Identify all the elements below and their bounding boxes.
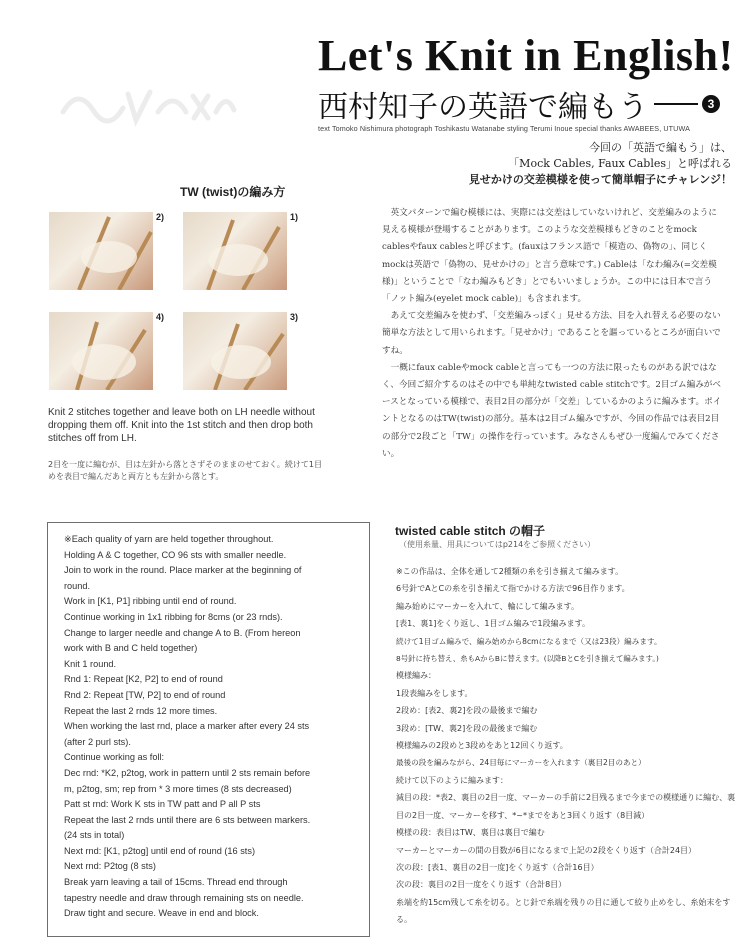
pattern-title: twisted cable stitch の帽子 bbox=[395, 524, 546, 538]
japanese-pattern-text bbox=[396, 563, 736, 929]
photo-label: 2) bbox=[156, 212, 165, 222]
title-dash-divider bbox=[654, 103, 698, 105]
pattern-line: (24 sts in total) bbox=[64, 830, 125, 841]
credits-line: text Tomoko Nishimura photograph Toshikastu Watanabe styling Terumi Inoue special thanks AWABEES, UTUWA bbox=[318, 124, 690, 133]
pattern-jp-line: [表1、裏1]をくり返し、1目ゴム編みで1段編みます。 bbox=[396, 619, 590, 629]
tw-step-photo-4 bbox=[49, 312, 153, 390]
pattern-jp-line: 続けて以下のように編みます： bbox=[396, 775, 508, 785]
pattern-jp-line: 糸端を約15cm残して糸を切る。とじ針で糸端を残りの目に通して絞り止めをし、糸始末をする。 bbox=[396, 897, 731, 925]
pattern-jp-line: 次の段：裏目の2目一度をくり返す（合計8目） bbox=[396, 880, 567, 890]
pattern-line: m, p2tog, sm; rep from * 3 more times (8 sts decreased) bbox=[64, 783, 292, 794]
intro-text bbox=[392, 140, 732, 188]
pattern-line: Repeat the last 2 rnds until there are 6 sts between markers. bbox=[64, 814, 311, 825]
pattern-line: Rnd 2: Repeat [TW, P2] to end of round bbox=[64, 689, 226, 700]
knitting-needles-illustration bbox=[183, 212, 287, 290]
pattern-jp-line: 続けて1目ゴム編みで、編み始めから8cmになるまで（又は23段）編みます。 bbox=[396, 636, 662, 646]
body-paragraph: 英文パターンで編む模様には、実際には交差はしていないけれど、交差編みのように見える模様が登場することがあります。このような交差模様もどきのことをmock cablesやfaux cablesと呼びます。(fauxはフランス語で「模造の、偽物の」、同じくmockは英語で「偽物の、見せかけの」と言う意味です。) Cableは「なわ編み(=交差模様)」ということで「なわ編みもどき」とでもいいましょうか。この中には日本で言う「ノット編み(eyelet mock cable)」も含まれます。 bbox=[382, 208, 717, 305]
knitting-needles-illustration bbox=[183, 312, 287, 390]
pattern-jp-line: 編み始めにマーカーを入れて、輪にして編みます。 bbox=[396, 601, 580, 611]
pattern-line: Rnd 1: Repeat [K2, P2] to end of round bbox=[64, 674, 223, 685]
page-title: Let's Knit in English! bbox=[318, 31, 734, 80]
pattern-line: (after 2 purl sts). bbox=[64, 736, 131, 747]
body-paragraph: 一概にfaux cableやmock cableと言っても一つの方法に限ったものがある訳ではなく、今回ご紹介するのはその中でも単純なtwisted cable stitchです。2目ゴム編みがベースとなっている模様で、表目2目の部分が「交差」しているかのように編みます。ポイントとなるのはTW(twist)の部分。基本は2目ゴム編みですが、今回の作品では表目2目の部分で2段ごと「TW」の操作を行っています。みなさんもぜひ一度編んでみてください。 bbox=[382, 362, 722, 459]
photo-label: 1) bbox=[290, 212, 299, 222]
intro-line: 今回の「英語で編もう」は、 bbox=[589, 141, 732, 154]
subtitle-text: 西村知子の英語で編もう bbox=[318, 90, 648, 125]
pattern-line: Patt st rnd: Work K sts in TW patt and P all P sts bbox=[64, 799, 261, 810]
pattern-line: Join to work in the round. Place marker at the beginning of bbox=[64, 565, 302, 576]
faded-decoration bbox=[58, 82, 238, 128]
knitting-needles-illustration bbox=[49, 312, 153, 390]
tw-step-photo-1 bbox=[183, 212, 287, 290]
issue-number-badge: 3 bbox=[702, 95, 720, 113]
pattern-jp-line: ※この作品は、全体を通して2種類の糸を引き揃えて編みます。 bbox=[396, 567, 624, 576]
pattern-line: Break yarn leaving a tail of 15cms. Thread end through bbox=[64, 877, 288, 888]
pattern-line: Work in [K1, P1] ribbing until end of round. bbox=[64, 596, 237, 607]
pattern-line: Change to larger needle and change A to B. (From hereon bbox=[64, 627, 301, 638]
body-paragraph: あえて交差編みを使わず、「交差編みっぽく」見せる方法、目を入れ替える必要のない簡単な方法として用いられます。「見せかけ」であることを謳っているところが面白いですね。 bbox=[382, 311, 721, 356]
pattern-line: Draw tight and secure. Weave in end and block. bbox=[64, 908, 259, 919]
knitting-needles-illustration bbox=[49, 212, 153, 290]
pattern-jp-line: 3段め：[TW、裏2]を段の最後まで編む bbox=[396, 723, 538, 733]
intro-line: 見せかけの交差模様を使って簡単帽子にチャレンジ！ bbox=[468, 173, 732, 186]
pattern-jp-line: 8号針に持ち替え、糸もAからBに替えます。(以降BとCを引き揃えて編みます。) bbox=[396, 654, 659, 664]
pattern-jp-line: 減目の段：*表2、裏目の2目一度、マーカーの手前に2目残るまで今までの模様通りに編む、裏目の2目一度、マーカーを移す、*~*までをあと3回くり返す（8目減） bbox=[396, 793, 736, 820]
pattern-line: Dec rnd: *K2, p2tog, work in pattern until 2 sts remain before bbox=[64, 767, 311, 778]
pattern-line: Next rnd: P2tog (8 sts) bbox=[64, 861, 156, 872]
pattern-jp-line: 6号針でAとCの糸を引き揃えて指でかける方法で96目作ります。 bbox=[396, 584, 630, 594]
pattern-jp-line: 次の段：[表1、裏目の2目一度]をくり返す（合計16目） bbox=[396, 862, 599, 872]
pattern-line: Continue working as foll: bbox=[64, 752, 165, 763]
pattern-line: Next rnd: [K1, p2tog] until end of round (16 sts) bbox=[64, 845, 256, 856]
pattern-line: work with B and C held together) bbox=[64, 643, 198, 654]
pattern-line: tapestry needle and draw through remaining sts on needle. bbox=[64, 892, 304, 903]
intro-line: 「Mock Cables, Faux Cables」と呼ばれる bbox=[508, 157, 732, 170]
pattern-note: （使用糸量、用具についてはp214をご参照ください） bbox=[399, 540, 596, 549]
tw-caption-japanese: 2目を一度に編むが、目は左針から落とさずそのままのせておく。続けて1目めを表目で編んだあと両方とも左針から落とす。 bbox=[48, 460, 323, 481]
tw-caption-english: Knit 2 stitches together and leave both on LH needle without dropping them off. Knit into the 1st stitch and then drop both stitches off from LH. bbox=[48, 407, 315, 444]
pattern-jp-line: 模様の段：表目はTW、裏目は裏目で編む bbox=[396, 828, 545, 838]
photo-label: 4) bbox=[156, 312, 165, 322]
pattern-jp-line: 最後の段を編みながら、24目毎にマーカーを入れます（裏目2目のあと） bbox=[396, 758, 646, 768]
english-pattern-box bbox=[47, 522, 370, 937]
pattern-line: Holding A & C together, CO 96 sts with smaller needle. bbox=[64, 549, 287, 560]
pattern-jp-line: マーカーとマーカーの間の目数が6目になるまで上記の2段をくり返す（合計24目） bbox=[396, 845, 697, 855]
tw-step-photo-3 bbox=[183, 312, 287, 390]
tw-heading: TW (twist)の編み方 bbox=[180, 185, 286, 199]
pattern-line: When working the last rnd, place a marker after every 24 sts bbox=[64, 721, 310, 732]
pattern-line: Continue working in 1x1 ribbing for 8cms (or 23 rnds). bbox=[64, 611, 283, 622]
pattern-line: Knit 1 round. bbox=[64, 658, 117, 669]
pattern-line: round. bbox=[64, 580, 91, 591]
tw-step-photo-2 bbox=[49, 212, 153, 290]
photo-label: 3) bbox=[290, 312, 299, 322]
pattern-line: ※Each quality of yarn are held together throughout. bbox=[64, 534, 274, 544]
pattern-jp-line: 1段表編みをします。 bbox=[396, 688, 473, 698]
pattern-jp-line: 模様編みの2段めと3段めをあと12回くり返す。 bbox=[396, 741, 568, 751]
article-body bbox=[382, 205, 722, 463]
page-subtitle bbox=[318, 82, 720, 126]
pattern-line: Repeat the last 2 rnds 12 more times. bbox=[64, 705, 218, 716]
pattern-jp-line: 2段め：[表2、裏2]を段の最後まで編む bbox=[396, 706, 538, 716]
pattern-jp-line: 模様編み： bbox=[396, 671, 436, 681]
